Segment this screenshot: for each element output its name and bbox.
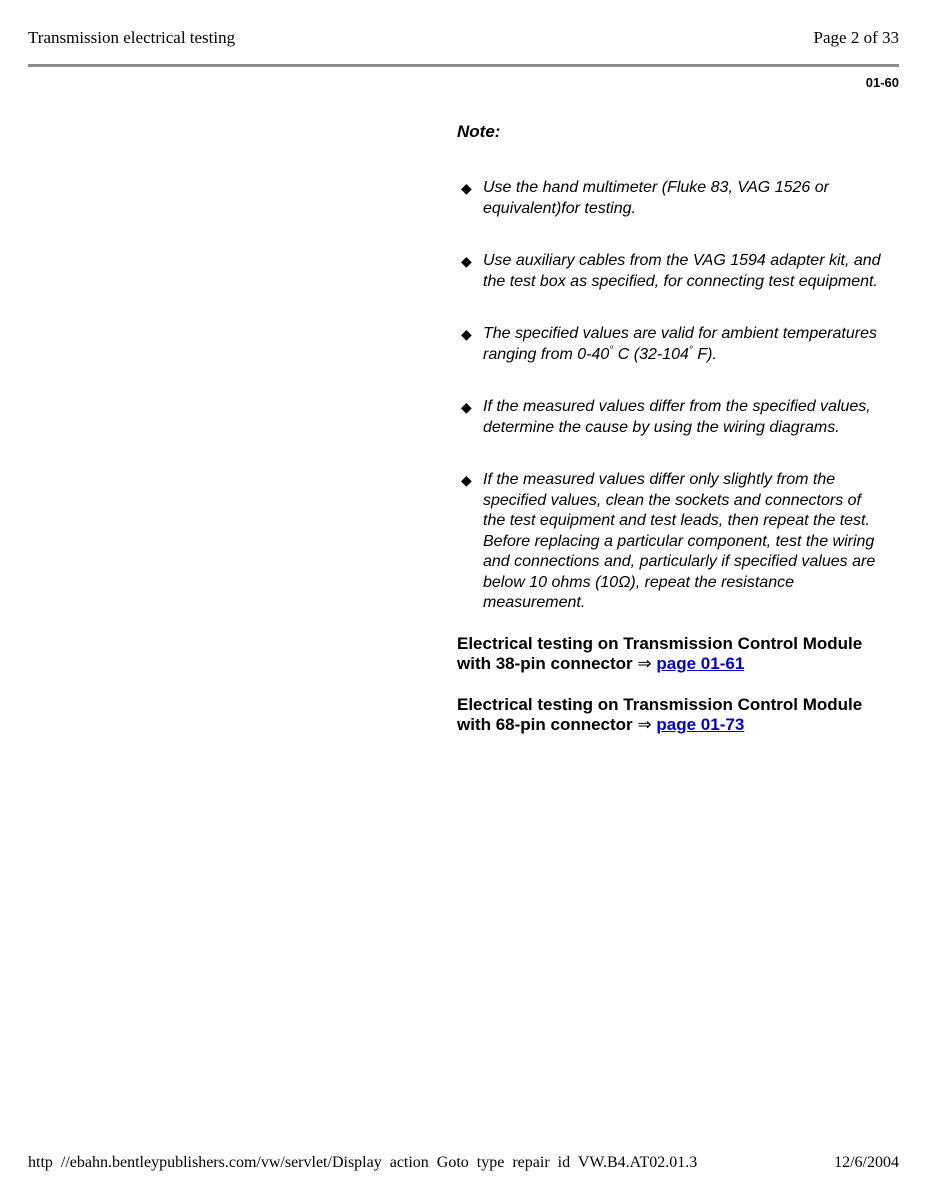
related-links (457, 634, 887, 736)
footer-url: http //ebahn.bentleypublishers.com/vw/servlet/Display action Goto type repair id VW.B4.AT02.01.3 (28, 1154, 698, 1171)
note-item-text: If the measured values differ only slightly from the specified values, clean the sockets and connectors of the test equipment and test leads, then repeat the test. Before replacing a particular component, test the wiring and connections and, particularly if specified values are below 10 ohms (10Ω), repeat the resistance measurement. (483, 471, 876, 611)
page-01-61-link[interactable]: page 01-61 (656, 654, 745, 673)
diamond-bullet-icon: ◆ (461, 472, 472, 488)
note-item-text: If the measured values differ from the specified values, determine the cause by using the wiring diagrams. (483, 398, 871, 436)
related-link-68-pin (457, 695, 887, 736)
note-item (457, 178, 887, 219)
footer-date: 12/6/2004 (834, 1154, 899, 1171)
document-title: Transmission electrical testing (28, 28, 236, 47)
page-indicator: Page 2 of 33 (813, 28, 899, 47)
arrow-right-icon: ⇒ (637, 654, 652, 673)
note-item (457, 470, 887, 614)
note-section (457, 122, 887, 756)
note-item-text: Use auxiliary cables from the VAG 1594 adapter kit, and the test box as specified, for connecting test equipment. (483, 252, 881, 290)
diamond-bullet-icon: ◆ (461, 399, 472, 415)
degree-symbol: ° (609, 344, 614, 356)
note-item (457, 251, 887, 292)
link-description: Electrical testing on Transmission Control Module with 38-pin connector (457, 633, 863, 673)
diamond-bullet-icon: ◆ (461, 180, 472, 196)
note-item (457, 397, 887, 438)
note-item-text: Use the hand multimeter (Fluke 83, VAG 1526 or equivalent)for testing. (483, 179, 829, 217)
diamond-bullet-icon: ◆ (461, 326, 472, 342)
page-01-73-link[interactable]: page 01-73 (656, 715, 745, 734)
note-list (457, 178, 887, 614)
diamond-bullet-icon: ◆ (461, 253, 472, 269)
note-item (457, 324, 887, 365)
note-title: Note: (457, 122, 501, 141)
header-divider (28, 64, 899, 67)
arrow-right-icon: ⇒ (637, 715, 652, 734)
section-code: 01-60 (865, 75, 899, 90)
note-item-text: The specified values are valid for ambient temperatures ranging from 0-40° C (32-104° F). (483, 325, 877, 363)
degree-symbol: ° (688, 344, 693, 356)
link-description: Electrical testing on Transmission Control Module with 68-pin connector (457, 694, 863, 734)
related-link-38-pin (457, 634, 887, 675)
